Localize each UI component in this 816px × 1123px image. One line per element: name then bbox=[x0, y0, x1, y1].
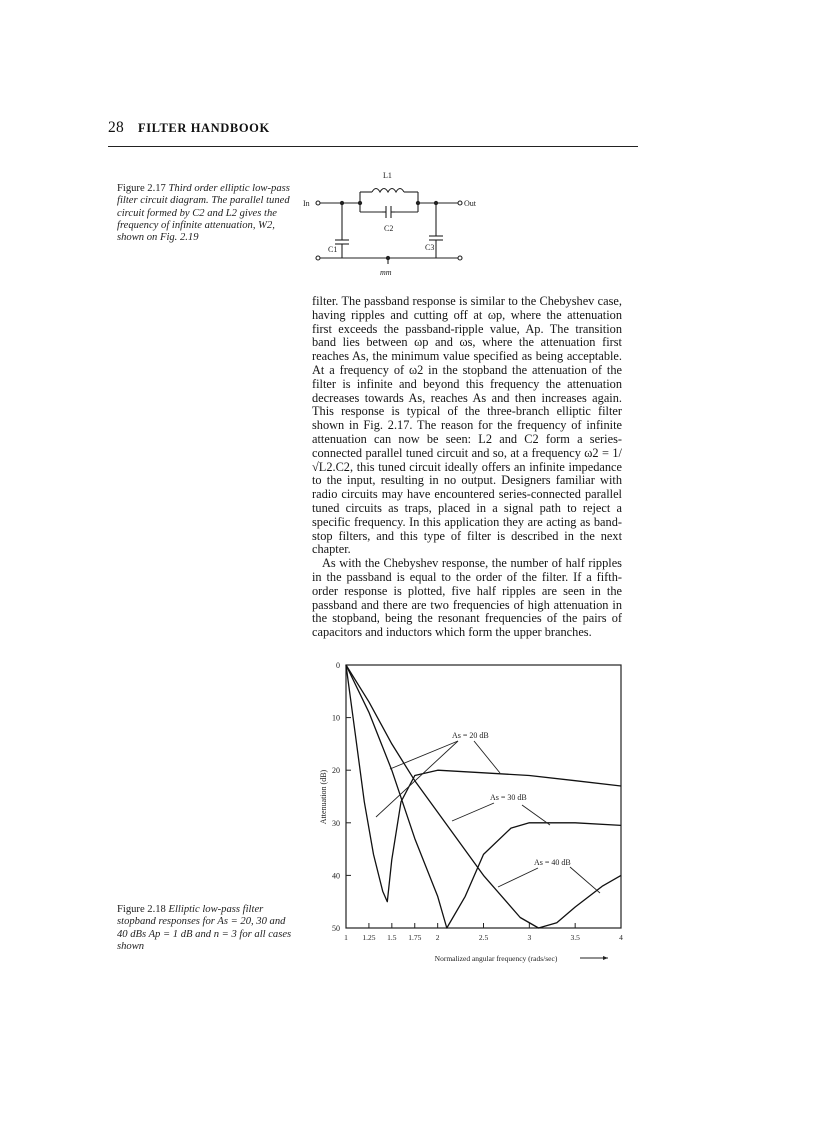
y-tick-label: 10 bbox=[332, 713, 340, 723]
series-line-as-20-db bbox=[346, 665, 621, 902]
label-c1: C1 bbox=[328, 245, 338, 254]
plot-frame bbox=[346, 665, 621, 928]
x-tick-label: 2.5 bbox=[478, 933, 489, 942]
figure-2-17-caption bbox=[117, 183, 297, 244]
output-terminal bbox=[458, 201, 462, 205]
x-axis-label: Normalized angular frequency (rads/sec) bbox=[434, 954, 558, 963]
figure-2-18-caption bbox=[117, 904, 295, 953]
y-tick-label: 0 bbox=[336, 661, 340, 670]
input-terminal bbox=[316, 201, 320, 205]
series-line-as-40-db bbox=[346, 665, 621, 928]
y-tick-label: 40 bbox=[332, 871, 340, 881]
label-ground: mm bbox=[380, 268, 392, 277]
figure-2-18-caption-text: Elliptic low-pass filter stopband responses for As = 20, 30 and 40 dBs Ap = 1 dB and n = 3 for all cases shown bbox=[117, 904, 292, 952]
annotation-as-20: As = 20 dB bbox=[452, 731, 489, 740]
x-tick-label: 1.25 bbox=[362, 933, 376, 942]
figure-2-18-label: Figure 2.18 bbox=[117, 904, 166, 915]
label-c2: C2 bbox=[384, 224, 394, 233]
x-tick-label: 3.5 bbox=[570, 933, 580, 942]
figure-2-17-circuit-diagram bbox=[300, 160, 500, 280]
x-tick-label: 2 bbox=[435, 933, 440, 942]
figure-2-17-label: Figure 2.17 bbox=[117, 183, 166, 194]
label-l1: L1 bbox=[383, 171, 392, 180]
inductor-l1 bbox=[372, 189, 404, 193]
y-axis-label: Attenuation (dB) bbox=[319, 769, 328, 825]
x-tick-label: 1.75 bbox=[408, 933, 422, 942]
running-header bbox=[108, 119, 270, 137]
x-tick-label: 4 bbox=[619, 933, 623, 942]
y-tick-label: 20 bbox=[332, 766, 340, 776]
figure-2-18-chart bbox=[312, 655, 632, 970]
body-text bbox=[312, 295, 622, 640]
label-output: Out bbox=[464, 199, 476, 208]
series-line-as-30-db bbox=[346, 665, 621, 928]
page-number: 28 bbox=[108, 119, 124, 136]
running-title: FILTER HANDBOOK bbox=[137, 121, 270, 135]
x-tick-label: 1.5 bbox=[387, 933, 397, 942]
figure-2-17-caption-text: Third order elliptic low-pass filter circuit diagram. The parallel tuned circuit formed by C2 and L2 gives the frequency of infinite attenuation, W2, shown on Fig. 2.19 bbox=[117, 183, 290, 244]
header-rule bbox=[108, 146, 638, 147]
label-input: In bbox=[303, 199, 310, 208]
label-c3: C3 bbox=[425, 243, 435, 252]
x-tick-label: 3 bbox=[527, 933, 532, 942]
body-paragraph-2: As with the Chebyshev response, the number of half ripples in the passband is equal to the order of the filter. If a fifth-order response is plotted, five half ripples are seen in the passband and there are two frequencies of high attenuation in the stopband, being the resonant frequencies of the pairs of capacitors and inductors which form the upper branches. bbox=[312, 556, 622, 640]
annotation-leaders bbox=[376, 741, 600, 893]
y-tick-label: 30 bbox=[332, 818, 340, 828]
x-tick-label: 1 bbox=[344, 933, 348, 942]
annotation-as-40: As = 40 dB bbox=[534, 858, 571, 867]
y-tick-label: 50 bbox=[332, 924, 340, 933]
body-paragraph-1: filter. The passband response is similar to the Chebyshev case, having ripples and cutting off at ωp, where the attenuation first exceeds the passband-ripple value, Ap. The transition band lies between ωp and ωs, where the attenuation first reaches As, the minimum value specified as being acceptable. At a frequency of ω2 in the stopband the attenuation of the filter is infinite and beyond this frequency the attenuation decreases towards As, reaches As and then increases again. This response is typical of the three-branch elliptic filter shown in Fig. 2.17. The reason for the frequency of infinite attenuation can now be seen: L2 and C2 form a series-connected parallel tuned circuit and so, at a frequency ω2 = 1/√L2.C2, this tuned circuit ideally offers an infinite impedance to the input, resulting in no output. Designers familiar with radio circuits may have encountered series-connected parallel tuned circuits as traps, placed in a signal path to reject a specific frequency. In this application they are acting as band-stop filters, and this type of filter is described in the next chapter. bbox=[312, 294, 622, 557]
annotation-as-30: As = 30 dB bbox=[490, 793, 527, 802]
